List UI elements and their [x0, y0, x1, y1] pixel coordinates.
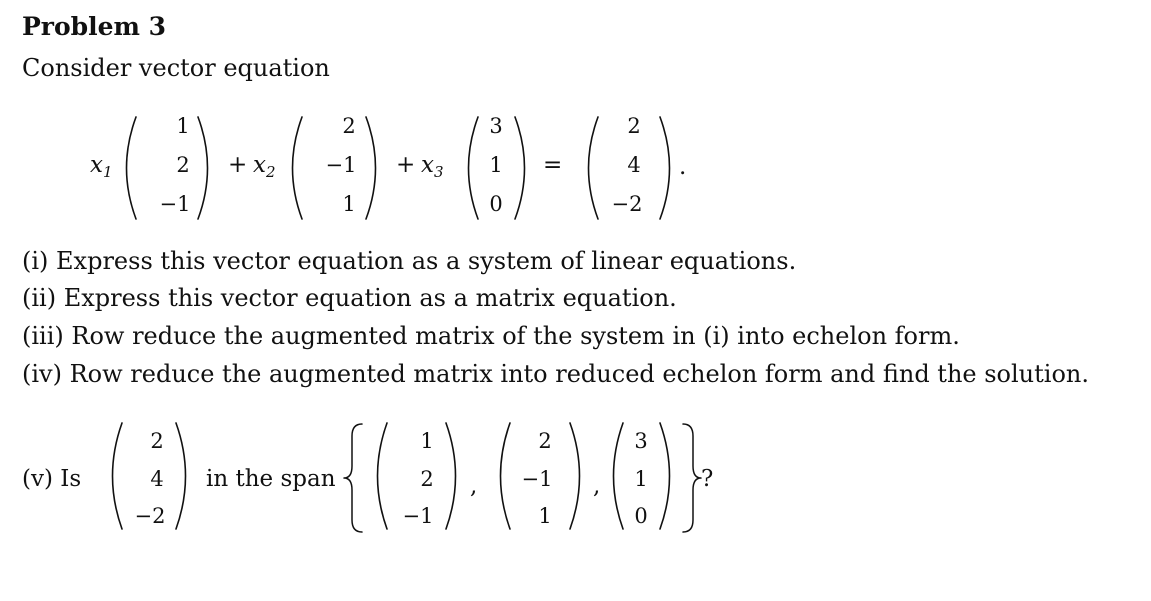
part-v-vector-entry-2: 4	[150, 467, 164, 491]
equals-sign: =	[543, 152, 563, 178]
span-vector1-right-paren	[446, 423, 456, 529]
part-v-span-text: in the span	[206, 466, 336, 492]
span-vector3-entry-2: 1	[634, 467, 648, 491]
problem-title: Problem 3	[22, 12, 167, 41]
span-vector1-entry-1: 1	[420, 429, 434, 453]
question-ii: (ii) Express this vector equation as a matrix equation.	[22, 284, 677, 312]
span-right-brace	[683, 424, 701, 532]
vector4-entry-2: 4	[627, 153, 641, 177]
question-i: (i) Express this vector equation as a system of linear equations.	[22, 247, 797, 275]
part-v-label: (v) Is	[22, 466, 82, 492]
span-vector1-entry-3: −1	[402, 504, 434, 528]
span-vector1-left-paren	[378, 423, 388, 529]
vector3-entry-3: 0	[489, 192, 503, 216]
vector1-entry-2: 2	[176, 153, 190, 177]
vector3-entry-1: 3	[489, 114, 503, 138]
problem-intro: Consider vector equation	[22, 54, 330, 82]
part-v-question-mark: ?	[701, 466, 714, 492]
variable-x2: $x_2$	[253, 152, 276, 181]
vector3-entry-2: 1	[489, 153, 503, 177]
question-iii: (iii) Row reduce the augmented matrix of the system in (i) into echelon form.	[22, 322, 960, 350]
span-vector2-entry-1: 2	[538, 429, 552, 453]
vector2-entry-3: 1	[342, 192, 356, 216]
equation-period: .	[679, 154, 687, 180]
span-vector3-entry-1: 3	[634, 429, 648, 453]
variable-x1: $x_1$	[90, 152, 113, 181]
vector2-left-paren	[293, 117, 303, 219]
span-comma-1: ,	[470, 473, 478, 499]
vector2-entry-1: 2	[342, 114, 356, 138]
vector2-right-paren	[366, 117, 376, 219]
vector4-right-paren	[660, 117, 670, 219]
vector4-entry-3: −2	[611, 192, 643, 216]
vector2-entry-2: −1	[325, 153, 357, 177]
variable-x3: $x_3$	[421, 152, 444, 181]
span-vector3-entry-3: 0	[634, 504, 648, 528]
vector1-right-paren	[198, 117, 208, 219]
span-vector2-right-paren	[570, 423, 580, 529]
plus-sign-1: +	[228, 152, 248, 178]
part-v-vector-entry-3: −2	[134, 504, 166, 528]
part-v-vector-left-paren	[113, 423, 123, 529]
vector4-entry-1: 2	[627, 114, 641, 138]
vector1-entry-1: 1	[176, 114, 190, 138]
vector1-entry-3: −1	[159, 192, 191, 216]
vector3-right-paren	[515, 117, 525, 219]
span-vector2-entry-2: −1	[521, 467, 553, 491]
span-comma-2: ,	[593, 473, 601, 499]
span-vector2-left-paren	[501, 423, 511, 529]
span-left-brace	[344, 424, 362, 532]
part-v-vector-right-paren	[176, 423, 186, 529]
plus-sign-2: +	[396, 152, 416, 178]
vector3-left-paren	[469, 117, 479, 219]
vector1-left-paren	[127, 117, 137, 219]
span-vector2-entry-3: 1	[538, 504, 552, 528]
span-vector3-right-paren	[660, 423, 670, 529]
question-iv: (iv) Row reduce the augmented matrix into reduced echelon form and find the solution.	[22, 360, 1089, 388]
span-vector1-entry-2: 2	[420, 467, 434, 491]
part-v-vector-entry-1: 2	[150, 429, 164, 453]
vector4-left-paren	[589, 117, 599, 219]
span-vector3-left-paren	[614, 423, 624, 529]
